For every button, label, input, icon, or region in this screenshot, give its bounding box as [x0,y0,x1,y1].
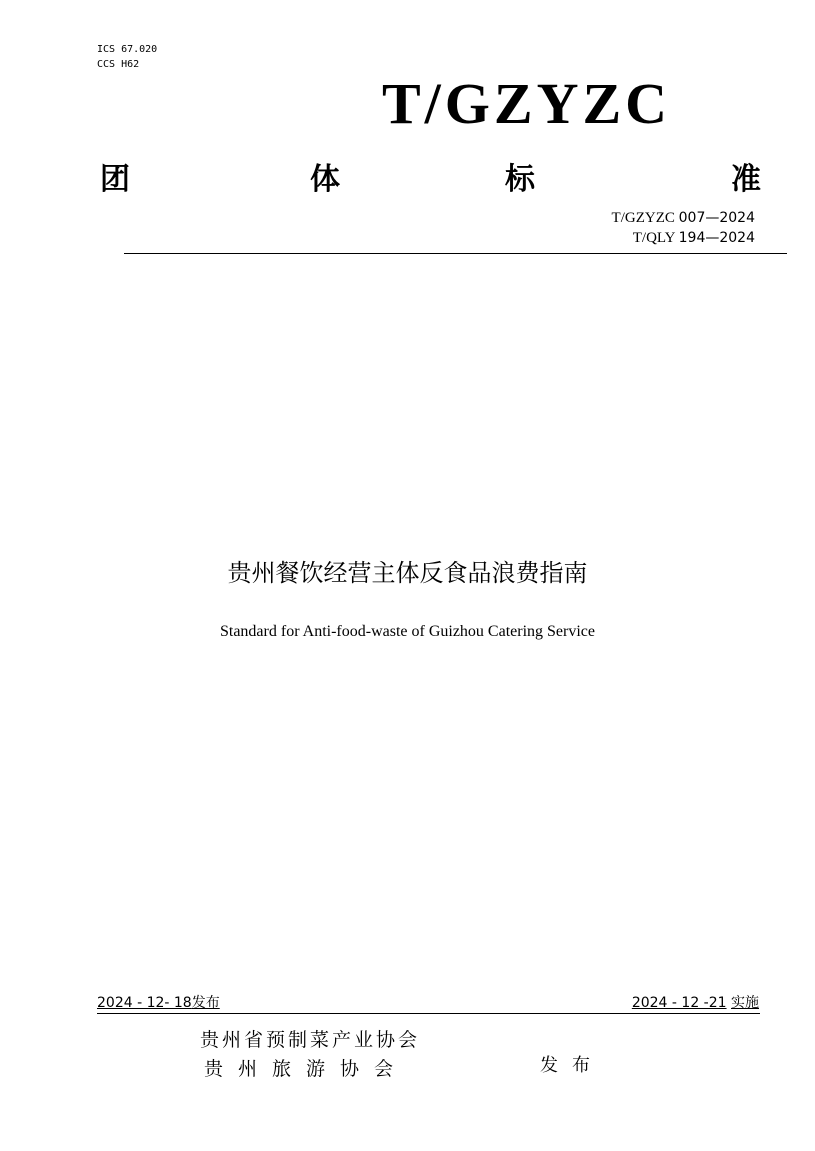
standard-brand-mark: T/GZYZC [382,71,672,136]
document-title-chinese: 贵州餐饮经营主体反食品浪费指南 [227,559,588,587]
standard-prefix: T/GZYZC [611,210,675,226]
classification-codes [97,42,157,72]
ics-code: ICS 67.020 [97,44,158,55]
publish-label: 发布 [540,1055,604,1076]
standard-number: 194 [678,230,706,246]
issuer-name: 贵州省预制菜产业协会 [200,1029,421,1051]
implementation-date [632,993,759,1013]
standard-separator: — [705,210,720,226]
standard-year: 2024 [719,230,755,246]
implementation-date-value: 2024 - 12 -21 [631,995,727,1011]
issue-date [97,993,220,1013]
issue-date-value: 2024 - 12- 18 [97,995,192,1011]
standard-number: 007 [678,210,706,226]
category-char-1: 团 [100,162,130,197]
category-char-3: 标 [505,162,535,197]
standard-prefix: T/QLY [632,230,675,246]
implementation-date-label: 实施 [731,995,759,1011]
ccs-code: CCS H62 [97,59,140,70]
standard-number-primary [612,208,755,228]
document-title-english: Standard for Anti-food-waste of Guizhou Catering Service [219,623,595,640]
category-char-4: 准 [731,162,761,197]
standard-number-secondary [612,228,755,248]
category-char-2: 体 [310,162,340,197]
standard-numbers [612,208,755,248]
header-divider [124,253,787,254]
issue-date-label: 发布 [191,995,220,1011]
footer-divider [97,1013,760,1014]
standard-year: 2024 [719,210,755,226]
standard-separator: — [705,230,720,246]
issuer-name: 贵州旅游协会 [204,1058,409,1080]
